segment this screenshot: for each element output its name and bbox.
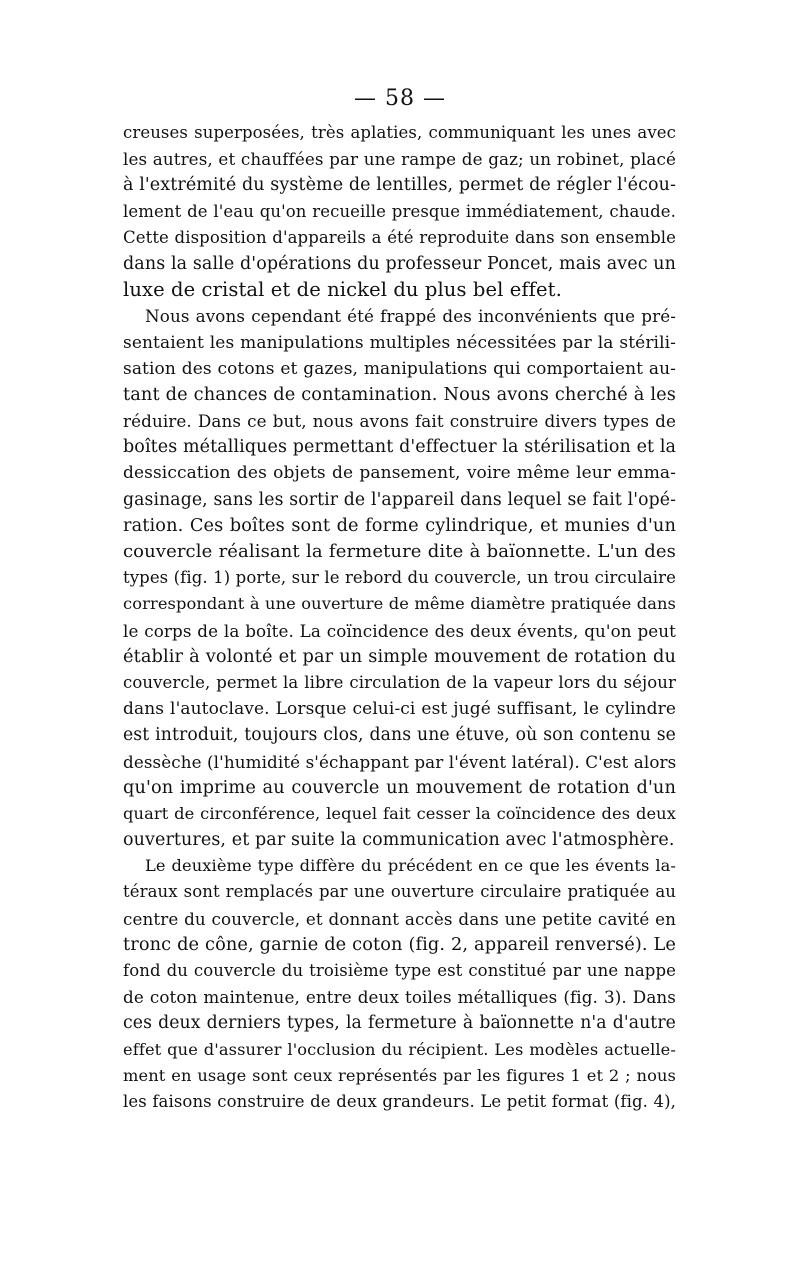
text-line: le corps de la boîte. La coïncidence des deux évents, qu'on peut — [123, 620, 676, 641]
text-line: luxe de cristal et de nickel du plus bel effet. — [123, 278, 562, 302]
page-number: — 58 — — [354, 86, 446, 111]
text-line: est introduit, toujours clos, dans une étuve, où son contenu se — [123, 725, 676, 746]
text-line: gasinage, sans les sortir de l'appareil dans lequel se fait l'opé- — [123, 489, 676, 510]
text-line: dans l'autoclave. Lorsque celui-ci est jugé suffisant, le cylindre — [123, 699, 676, 720]
text-line: dans la salle d'opérations du professeur Poncet, mais avec un — [123, 253, 676, 274]
text-line: boîtes métalliques permettant d'effectuer la stérilisation et la — [123, 437, 677, 458]
text-line: quart de circonférence, lequel fait cesser la coïncidence des deux — [123, 803, 676, 823]
text-line: sentaient les manipulations multiples nécessitées par la stérili- — [123, 332, 676, 353]
text-line: dessèche (l'humidité s'échappant par l'évent latéral). C'est alors — [123, 751, 677, 772]
text-line: ces deux derniers types, la fermeture à baïonnette n'a d'autre — [123, 1013, 676, 1034]
body-text — [123, 120, 676, 1115]
text-line: sation des cotons et gazes, manipulations qui comportaient au- — [123, 358, 676, 379]
text-line: ration. Ces boîtes sont de forme cylindrique, et munies d'un — [123, 515, 676, 536]
text-line: correspondant à une ouverture de même diamètre pratiquée dans — [123, 594, 676, 614]
text-line: Le deuxième type diffère du précédent en ce que les évents la- — [145, 856, 676, 876]
text-line: couvercle réalisant la fermeture dite à baïonnette. L'un des — [123, 541, 676, 562]
text-line: dessiccation des objets de pansement, voire même leur emma- — [123, 463, 676, 484]
text-line: les autres, et chauffées par une rampe de gaz; un robinet, placé — [123, 149, 676, 170]
text-line: réduire. Dans ce but, nous avons fait construire divers types de — [123, 411, 676, 432]
text-line: ment en usage sont ceux représentés par les figures 1 et 2 ; nous — [123, 1065, 676, 1085]
text-line: couvercle, permet la libre circulation de la vapeur lors du séjour — [123, 672, 676, 692]
text-line: effet que d'assurer l'occlusion du récipient. Les modèles actuelle- — [123, 1039, 676, 1059]
text-line: creuses superposées, très aplaties, communiquant les unes avec — [123, 123, 676, 142]
text-line: les faisons construire de deux grandeurs. Le petit format (fig. 4), — [123, 1091, 676, 1111]
text-line: qu'on imprime au couvercle un mouvement de rotation d'un — [123, 777, 676, 798]
text-line: centre du couvercle, et donnant accès dans une petite cavité en — [123, 908, 676, 929]
text-line: tronc de cône, garnie de coton (fig. 2, appareil renversé). Le — [123, 934, 676, 955]
text-line: lement de l'eau qu'on recueille presque immédiatement, chaude. — [123, 201, 676, 221]
text-line: téraux sont remplacés par une ouverture circulaire pratiquée au — [123, 882, 676, 902]
text-line: établir à volonté et par un simple mouvement de rotation du — [123, 646, 676, 667]
text-line: Cette disposition d'appareils a été reproduite dans son ensemble — [123, 227, 676, 247]
text-line: tant de chances de contamination. Nous avons cherché à les — [123, 384, 676, 405]
text-line: types (fig. 1) porte, sur le rebord du couvercle, un trou circulaire — [123, 568, 676, 588]
text-line: de coton maintenue, entre deux toiles métalliques (fig. 3). Dans — [123, 987, 676, 1008]
text-line: fond du couvercle du troisième type est constitué par une nappe — [123, 961, 676, 980]
text-line: ouvertures, et par suite la communication avec l'atmosphère. — [123, 830, 675, 851]
text-line: Nous avons cependant été frappé des inconvénients que pré- — [145, 306, 676, 327]
text-line: à l'extrémité du système de lentilles, permet de régler l'écou- — [123, 175, 676, 196]
